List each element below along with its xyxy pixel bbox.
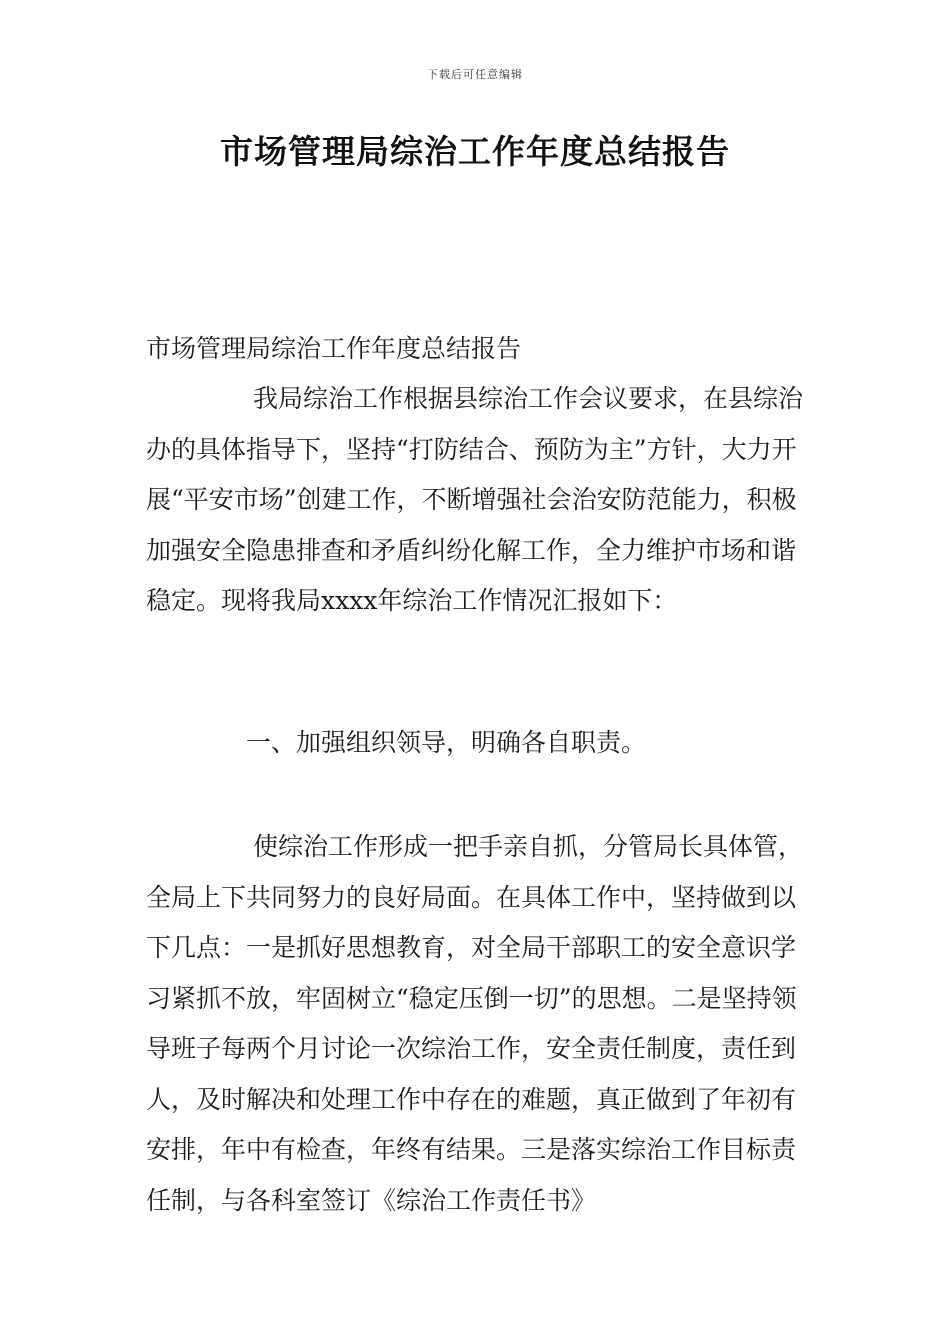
- paragraph-intro: 我局综治工作根据县综治工作会议要求，在县综治办的具体指导下，坚持“打防结合、预防为主”方针，大力开展“平安市场”创建工作，不断增强社会治安防范能力，积极加强安全隐患排查和矛盾纠纷化解工作，全力维护市场和谐稳定。现将我局xxxx年综治工作情况汇报如下：: [146, 384, 804, 615]
- paragraph-section-1: 使综治工作形成一把手亲自抓，分管局长具体管，全局上下共同努力的良好局面。在具体工作中，坚持做到以下几点：一是抓好思想教育，对全局干部职工的安全意识学习紧抓不放，牢固树立“稳定压倒一切”的思想。二是坚持领导班子每两个月讨论一次综治工作，安全责任制度，责任到人，及时解决和处理工作中存在的难题，真正做到了年初有安排，年中有检查，年终有结果。三是落实综治工作目标责任制，与各科室签订《综治工作责任书》: [146, 832, 804, 1215]
- section-heading-1: 一、加强组织领导，明确各自职责。: [246, 728, 647, 757]
- header-note: 下载后可任意编辑: [427, 68, 523, 81]
- document-title: 市场管理局综治工作年度总结报告: [220, 132, 730, 171]
- document-subtitle: 市场管理局综治工作年度总结报告: [146, 334, 522, 363]
